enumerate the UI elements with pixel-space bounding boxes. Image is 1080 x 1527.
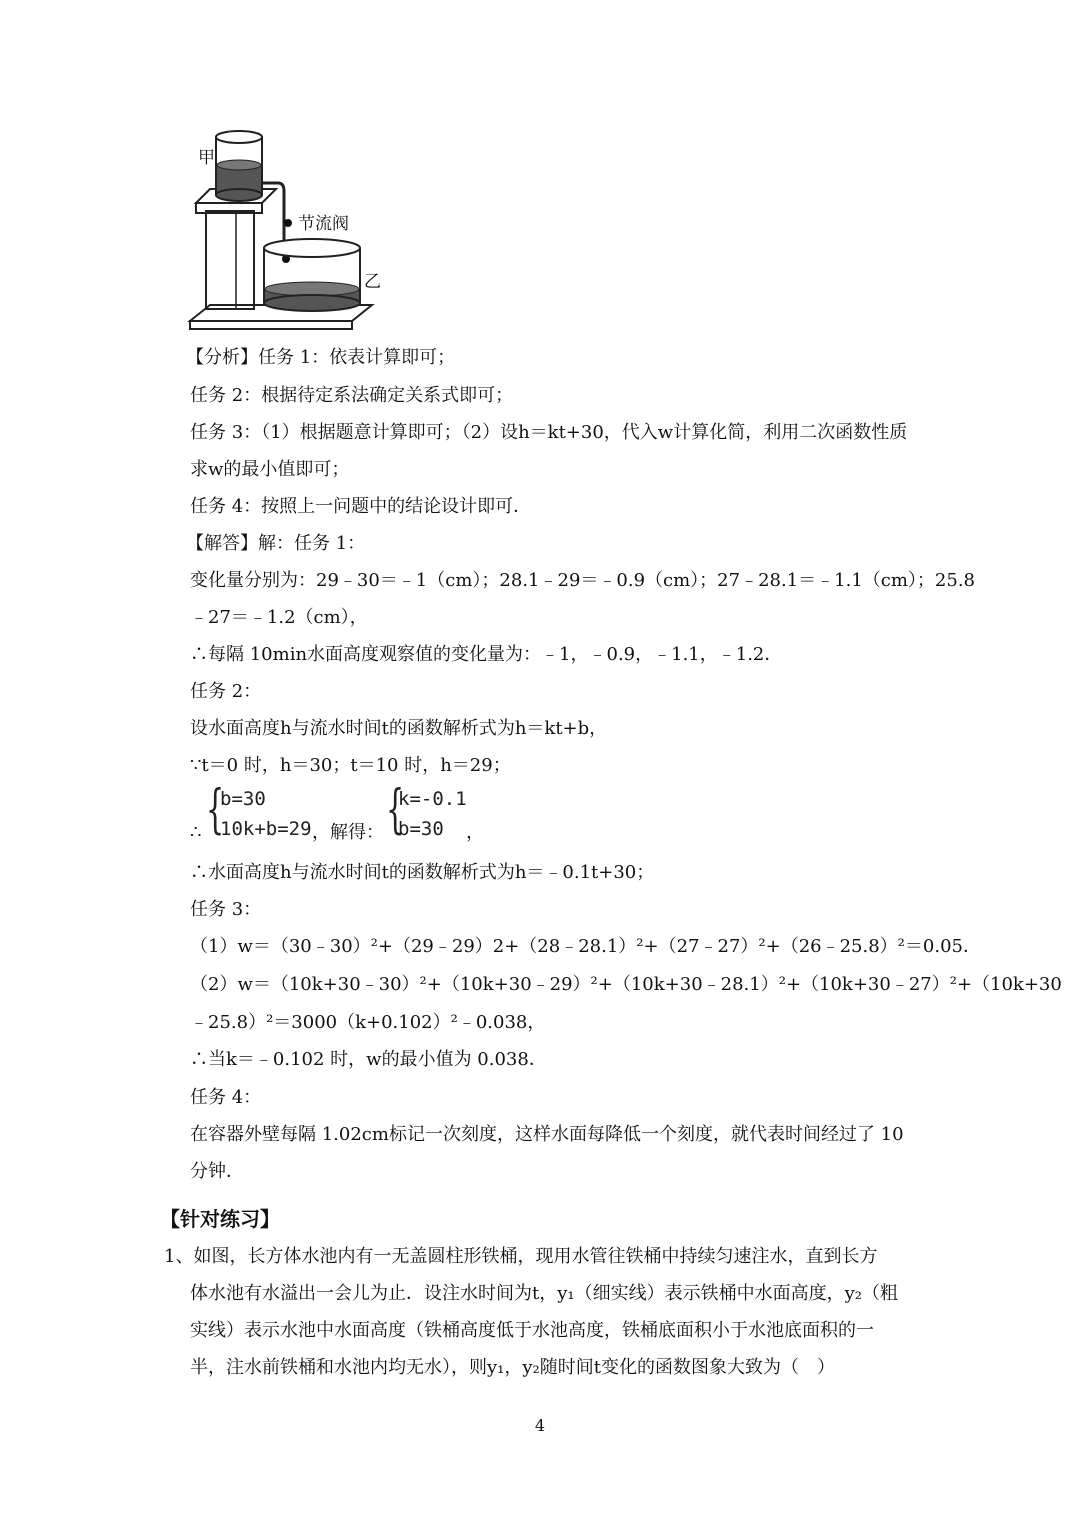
text-line: 变化量分别为：29﹣30＝﹣1（cm）；28.1﹣29＝﹣0.9（cm）；27﹣28.1＝﹣1.1（cm）；25.8 xyxy=(190,570,976,591)
text-line: ∴水面高度h与流水时间t的函数解析式为h＝﹣0.1t+30； xyxy=(190,862,655,883)
brace-left-1: { xyxy=(206,780,225,840)
apparatus-figure xyxy=(186,125,381,335)
text-line: ∴每隔 10min水面高度观察值的变化量为：﹣1，﹣0.9，﹣1.1，﹣1.2． xyxy=(190,644,783,665)
exercise-line: 1、如图，长方体水池内有一无盖圆柱形铁桶，现用水管往铁桶中持续匀速注水，直到长方 xyxy=(164,1246,878,1267)
label-valve: 节流阀 xyxy=(298,214,349,234)
text-line: 任务 3：（1）根据题意计算即可；（2）设h＝kt+30，代入w计算化简，利用二次函数性质 xyxy=(190,422,908,443)
system1-eq1: b=30 xyxy=(220,788,266,810)
text-line: 设水面高度h与流水时间t的函数解析式为h＝kt+b， xyxy=(190,718,608,739)
text-line: 在容器外壁每隔 1.02cm标记一次刻度，这样水面每降低一个刻度，就代表时间经过了 10 xyxy=(190,1124,904,1145)
text-line: 分钟． xyxy=(190,1161,244,1182)
solve-label: ，解得： xyxy=(312,822,384,843)
system1-eq2: 10k+b=29 xyxy=(220,818,312,840)
section-title: 【针对练习】 xyxy=(160,1207,280,1231)
text-line: ﹣25.8）²＝3000（k+0.102）²﹣0.038， xyxy=(190,1012,546,1033)
text-line: ∴当k＝﹣0.102 时，w的最小值为 0.038． xyxy=(190,1049,547,1070)
text-line: ﹣27＝﹣1.2（cm）， xyxy=(190,607,368,628)
label-jia: 甲 xyxy=(198,148,215,168)
text-line: （2）w＝（10k+30﹣30）²+（10k+30﹣29）²+（10k+30﹣28.1）²+（10k+30﹣27）²+（10k+30 xyxy=(190,974,1062,995)
text-line: 任务 2： xyxy=(190,681,262,702)
page-number: 4 xyxy=(534,1416,546,1435)
text-line: 任务 2：根据待定系法确定关系式即可； xyxy=(190,385,514,406)
exercise-line: 体水池有水溢出一会儿为止．设注水时间为t，y₁（细实线）表示铁桶中水面高度，y₂（粗 xyxy=(190,1283,898,1304)
text-line: 任务 3： xyxy=(190,899,262,920)
label-yi: 乙 xyxy=(364,272,381,292)
text-line: 任务 4：按照上一问题中的结论设计即可． xyxy=(190,496,532,517)
brace-left-2: { xyxy=(386,780,405,840)
therefore-symbol: ∴ xyxy=(190,822,202,843)
exercise-line: 半，注水前铁桶和水池内均无水），则y₁，y₂随时间t变化的函数图象大致为（ ） xyxy=(190,1357,835,1378)
text-line: 【解答】解：任务 1： xyxy=(186,533,366,554)
text-line: 【分析】任务 1：依表计算即可； xyxy=(186,347,456,368)
text-line: （1）w＝（30﹣30）²+（29﹣29）2+（28﹣28.1）²+（27﹣27）²+（26﹣25.8）²＝0.05． xyxy=(190,936,981,957)
text-line: 求w的最小值即可； xyxy=(190,459,350,480)
system2-eq1: k=-0.1 xyxy=(398,788,467,810)
text-line: 任务 4： xyxy=(190,1087,262,1108)
text-line: ∵t＝0 时，h＝30；t＝10 时，h＝29； xyxy=(190,755,511,776)
exercise-line: 实线）表示水池中水面高度（铁桶高度低于水池高度，铁桶底面积小于水池底面积的一 xyxy=(190,1320,874,1341)
comma: ， xyxy=(466,822,484,843)
system2-eq2: b=30 xyxy=(398,818,444,840)
